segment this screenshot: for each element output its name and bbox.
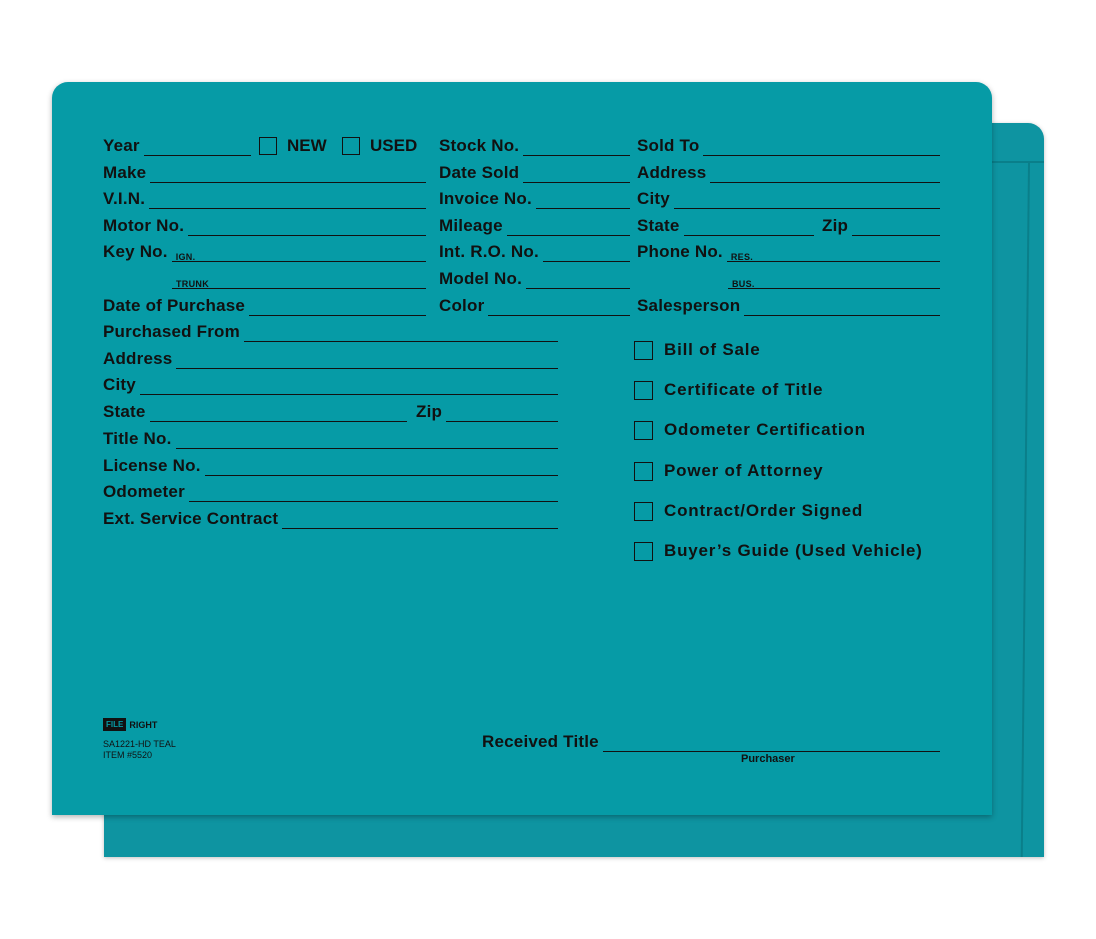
checklist-checkbox[interactable] [634,462,653,481]
ext-service-field[interactable] [103,507,558,529]
stock-line [523,138,630,156]
received-title-label: Received Title [482,732,599,751]
front-folder-panel [52,82,992,815]
date-of-purchase-field[interactable] [103,294,426,316]
purchased-from-line [244,324,558,342]
int-ro-field[interactable] [439,240,630,262]
invoice-field[interactable] [439,187,630,209]
checklist-label: Bill of Sale [664,340,761,359]
ext-service-line [282,511,558,529]
year-label: Year [103,136,140,155]
year-field[interactable] [103,134,251,156]
checklist-label: Certificate of Title [664,380,824,399]
buyer-address-label: Address [637,163,707,182]
stock-label: Stock No. [439,136,520,155]
date-of-purchase-line [249,298,426,316]
invoice-label: Invoice No. [439,189,532,208]
folder-edge-line [1021,163,1030,857]
checklist-label: Buyer’s Guide (Used Vehicle) [664,541,923,560]
used-label: USED [370,136,418,155]
key-ign-sublabel: IGN. [175,252,196,262]
key-label: Key No. [103,242,168,261]
checklist-item[interactable] [634,340,761,360]
vin-line [149,191,426,209]
purchased-from-field[interactable] [103,320,558,342]
checklist-item[interactable] [634,501,863,521]
buyer-address-field[interactable] [637,161,940,183]
stock-field[interactable] [439,134,630,156]
received-title-line [603,734,940,752]
checklist-checkbox[interactable] [634,341,653,360]
checklist-item[interactable] [634,420,866,440]
key-ign-line [172,244,426,262]
new-option[interactable] [259,136,327,156]
phone-bus-field[interactable] [728,267,940,289]
sold-to-field[interactable] [637,134,940,156]
used-option[interactable] [342,136,417,156]
logo-text: RIGHT [129,719,158,730]
checklist-label: Power of Attorney [664,461,824,480]
received-title-field[interactable] [482,730,940,752]
buyer-state-line [684,218,814,236]
salesperson-field[interactable] [637,294,940,316]
checklist-item[interactable] [634,541,923,561]
checklist-checkbox[interactable] [634,542,653,561]
seller-city-field[interactable] [103,373,558,395]
purchased-from-label: Purchased From [103,322,240,341]
motor-field[interactable] [103,214,426,236]
checklist-checkbox[interactable] [634,381,653,400]
buyer-zip-label: Zip [822,216,849,235]
make-label: Make [103,163,147,182]
seller-address-field[interactable] [103,347,558,369]
phone-res-sublabel: RES. [730,252,754,262]
model-field[interactable] [439,267,630,289]
buyer-state-field[interactable] [637,214,814,236]
vin-field[interactable] [103,187,426,209]
seller-address-label: Address [103,349,173,368]
checklist-checkbox[interactable] [634,502,653,521]
int-ro-line [543,244,630,262]
phone-label: Phone No. [637,242,723,261]
title-no-line [176,431,558,449]
logo-box-text: FILE [103,718,126,731]
year-line [144,138,251,156]
buyer-zip-line [852,218,940,236]
make-line [150,165,426,183]
motor-label: Motor No. [103,216,185,235]
color-line [488,298,630,316]
seller-zip-line [446,404,558,422]
buyer-state-label: State [637,216,680,235]
phone-bus-line [728,271,940,289]
buyer-address-line [710,165,940,183]
date-sold-field[interactable] [439,161,630,183]
int-ro-label: Int. R.O. No. [439,242,539,261]
key-trunk-sublabel: TRUNK [176,279,209,289]
sold-to-label: Sold To [637,136,700,155]
seller-state-label: State [103,402,146,421]
license-field[interactable] [103,454,558,476]
seller-address-line [176,351,558,369]
license-line [205,458,558,476]
fileright-logo [103,718,157,731]
odometer-line [189,484,558,502]
checklist-checkbox[interactable] [634,421,653,440]
ext-service-label: Ext. Service Contract [103,509,279,528]
license-label: License No. [103,456,201,475]
phone-res-line [727,244,940,262]
seller-state-field[interactable] [103,400,407,422]
item-code: SA1221-HD TEAL [103,739,176,749]
item-number: ITEM #5520 [103,750,153,760]
salesperson-label: Salesperson [637,296,741,315]
odometer-label: Odometer [103,482,185,501]
buyer-city-label: City [637,189,670,208]
checklist-item[interactable] [634,461,823,481]
date-of-purchase-label: Date of Purchase [103,296,246,315]
checklist-label: Odometer Certification [664,420,866,439]
key-ign-field[interactable] [103,240,426,262]
color-field[interactable] [439,294,630,316]
odometer-field[interactable] [103,480,558,502]
mileage-field[interactable] [439,214,630,236]
new-label: NEW [287,136,327,155]
buyer-city-field[interactable] [637,187,940,209]
purchaser-caption: Purchaser [741,753,795,765]
key-trunk-line [172,271,426,289]
phone-res-field[interactable] [637,240,940,262]
new-checkbox[interactable] [259,137,277,155]
seller-city-label: City [103,375,136,394]
checklist-item[interactable] [634,380,823,400]
buyer-city-line [674,191,940,209]
seller-zip-label: Zip [416,402,443,421]
invoice-line [536,191,630,209]
make-field[interactable] [103,161,426,183]
model-line [526,271,630,289]
used-checkbox[interactable] [342,137,360,155]
seller-state-line [150,404,407,422]
seller-city-line [140,377,558,395]
title-no-label: Title No. [103,429,172,448]
date-sold-line [523,165,630,183]
key-trunk-field[interactable] [172,267,426,289]
model-label: Model No. [439,269,523,288]
motor-line [188,218,426,236]
mileage-line [507,218,630,236]
color-label: Color [439,296,485,315]
buyer-zip-field[interactable] [822,214,940,236]
date-sold-label: Date Sold [439,163,520,182]
title-no-field[interactable] [103,427,558,449]
vin-label: V.I.N. [103,189,146,208]
phone-bus-sublabel: BUS. [732,279,755,289]
mileage-label: Mileage [439,216,503,235]
sold-to-line [703,138,940,156]
seller-zip-field[interactable] [416,400,558,422]
salesperson-line [744,298,940,316]
checklist-label: Contract/Order Signed [664,501,864,520]
